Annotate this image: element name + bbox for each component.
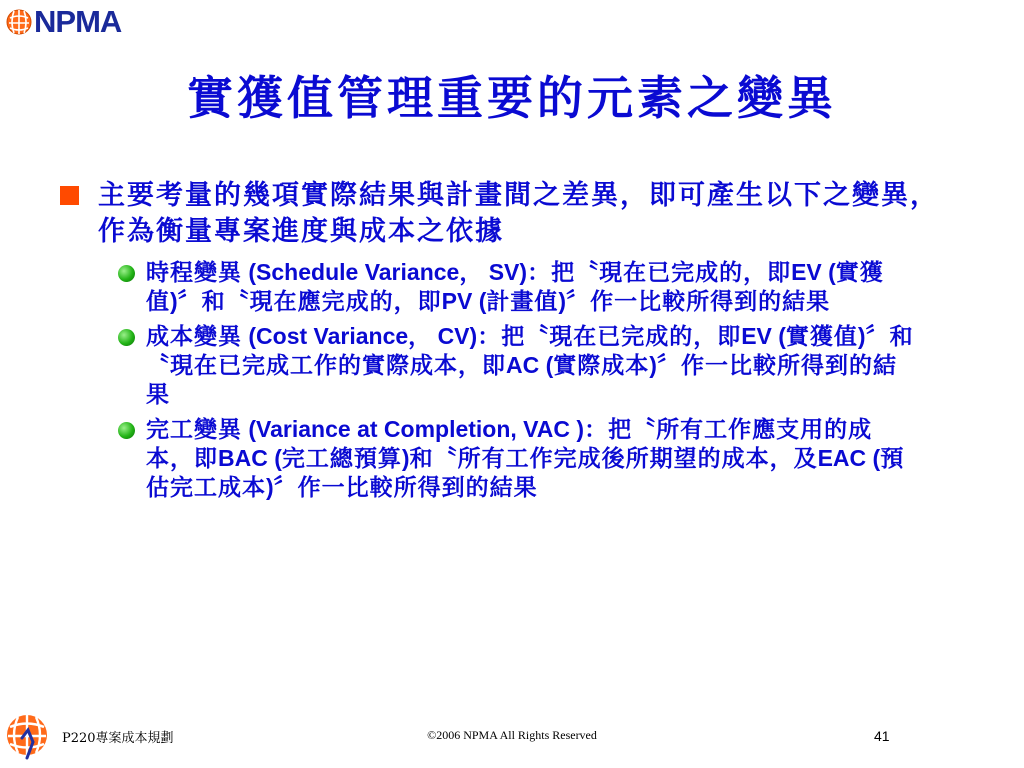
cv-ac-zh: 實際成本: [553, 352, 650, 379]
vac-paren-2: ): [266, 474, 274, 500]
square-bullet-icon: [60, 186, 79, 205]
vac-text-1: ：把〝所有工作應支用的成本，即: [146, 416, 873, 472]
main-bullet-text: 主要考量的幾項實際結果與計畫間之差異，即可產生以下之變異，作為衡量專案進度與成本之依據: [98, 180, 939, 247]
vac-eac: EAC (: [817, 445, 881, 471]
round-bullet-icon: [118, 422, 135, 439]
slide-title: 實獲值管理重要的元素之變異: [187, 71, 837, 125]
globe-logo-icon: [6, 9, 32, 35]
vac-bac: BAC (: [218, 445, 282, 471]
slide-body: [58, 178, 958, 508]
sv-term: (Schedule Variance， SV): [242, 259, 528, 285]
round-bullet-icon: [118, 265, 135, 282]
sub-bullet-schedule-variance: [116, 258, 916, 316]
sv-ev-zh: 實獲值: [146, 259, 884, 315]
vac-label: 完工變異: [146, 416, 242, 443]
cv-term: (Cost Variance， CV): [242, 323, 478, 349]
cv-text-3: 〞作一比較所得到的結果: [146, 352, 897, 408]
sv-pv: PV (: [441, 288, 487, 314]
page-number: 41: [874, 728, 890, 744]
cv-paren-1: ): [857, 323, 866, 349]
vac-bac-zh: 完工總預算: [281, 445, 402, 472]
npma-logo: [6, 6, 121, 37]
round-bullet-icon: [118, 329, 135, 346]
sv-paren-2: ): [558, 288, 567, 314]
cv-text-1: ：把〝現在已完成的，即: [477, 323, 742, 350]
cv-ev: EV (: [741, 323, 786, 349]
logo-text: NPMA: [34, 4, 122, 39]
cv-text-2: 〞和〝現在已完成工作的實際成本，即: [146, 323, 914, 379]
main-bullet: [58, 178, 958, 250]
sv-pv-zh: 計畫值: [486, 288, 559, 315]
footer-copyright: ©2006 NPMA All Rights Reserved: [427, 728, 597, 742]
vac-paren-1: ): [401, 445, 410, 471]
sv-ev: EV (: [791, 259, 836, 285]
sv-text-1: ：把〝現在已完成的，即: [527, 259, 792, 286]
sv-text-3: 〞作一比較所得到的結果: [566, 288, 831, 315]
cv-label: 成本變異: [146, 323, 242, 350]
cv-ac: AC (: [506, 352, 554, 378]
sv-label: 時程變異: [146, 259, 242, 286]
sv-text-2: 〞和〝現在應完成的，即: [177, 288, 442, 315]
cv-paren-2: ): [649, 352, 657, 378]
vac-term: (Variance at Completion, VAC ): [242, 416, 585, 442]
footer-course-title: P220專案成本規劃: [62, 731, 174, 746]
cv-ev-zh: 實獲值: [785, 323, 858, 350]
sub-bullet-cost-variance: [116, 322, 916, 409]
vac-eac-zh: 預估完工成本: [146, 445, 905, 501]
vac-text-3: 〞作一比較所得到的結果: [273, 474, 538, 501]
sub-bullet-variance-at-completion: [116, 415, 916, 502]
sv-paren-1: ): [170, 288, 178, 314]
vac-text-2: 和〝所有工作完成後所期望的成本，及: [409, 445, 818, 472]
sub-bullet-list: [116, 258, 916, 502]
